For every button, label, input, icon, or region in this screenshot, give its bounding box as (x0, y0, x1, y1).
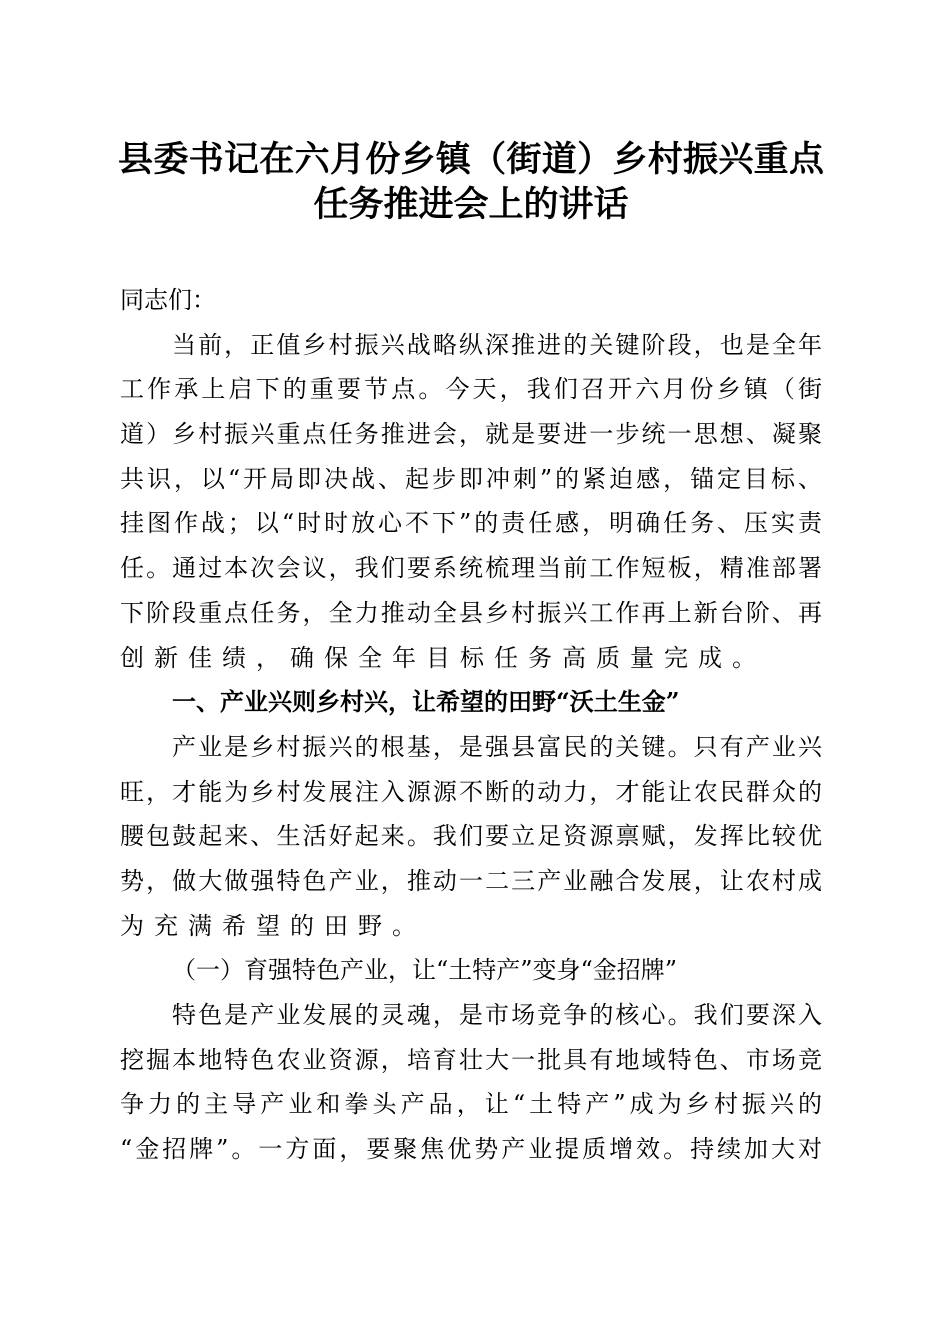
paragraph-line: 共识，以“开局即决战、起步即冲刺”的紧迫感，锚定目标、 (120, 464, 822, 493)
paragraph-line: 为充满希望的田野。 (120, 911, 426, 940)
paragraph-line: 势，做大做强特色产业，推动一二三产业融合发展，让农村成 (120, 866, 822, 895)
paragraph-line: 挖掘本地特色农业资源，培育壮大一批具有地域特色、市场竞 (120, 1045, 822, 1074)
subsection-heading-1: （一）育强特色产业，让“土特产”变身“金招牌” (172, 956, 678, 985)
paragraph-line: 特色是产业发展的灵魂，是市场竞争的核心。我们要深入 (172, 1001, 822, 1029)
paragraph-line: 腰包鼓起来、生活好起来。我们要立足资源禀赋，发挥比较优 (120, 822, 822, 851)
paragraph-line: 旺，才能为乡村发展注入源源不断的动力，才能让农民群众的 (120, 777, 822, 806)
paragraph-line: 工作承上启下的重要节点。今天，我们召开六月份乡镇（街 (120, 375, 822, 404)
salutation: 同志们： (120, 286, 216, 314)
document-body (120, 278, 822, 1172)
document-title-line-2: 任务推进会上的讲话 (313, 184, 629, 225)
section-heading-1: 一、产业兴则乡村兴，让希望的田野“沃土生金” (172, 687, 680, 717)
paragraph-line: 当前，正值乡村振兴战略纵深推进的关键阶段，也是全年 (172, 330, 822, 359)
paragraph-line: “金招牌”。一方面，要聚焦优势产业提质增效。持续加大对 (120, 1135, 822, 1164)
paragraph-line: 挂图作战；以“时时放心不下”的责任感，明确任务、压实责 (120, 509, 822, 538)
paragraph-line: 道）乡村振兴重点任务推进会，就是要进一步统一思想、凝聚 (120, 420, 822, 449)
paragraph-line: 下阶段重点任务，全力推动全县乡村振兴工作再上新台阶、再 (120, 598, 822, 627)
paragraph-line: 任。通过本次会议，我们要系统梳理当前工作短板，精准部署 (120, 554, 822, 583)
paragraph-line: 产业是乡村振兴的根基，是强县富民的关键。只有产业兴 (172, 732, 822, 761)
paragraph-line: 创新佳绩，确保全年目标任务高质量完成。 (120, 643, 766, 672)
paragraph-line: 争力的主导产业和拳头产品，让“土特产”成为乡村振兴的 (120, 1090, 822, 1119)
document-title-line-1: 县委书记在六月份乡镇（街道）乡村振兴重点 (118, 139, 824, 180)
